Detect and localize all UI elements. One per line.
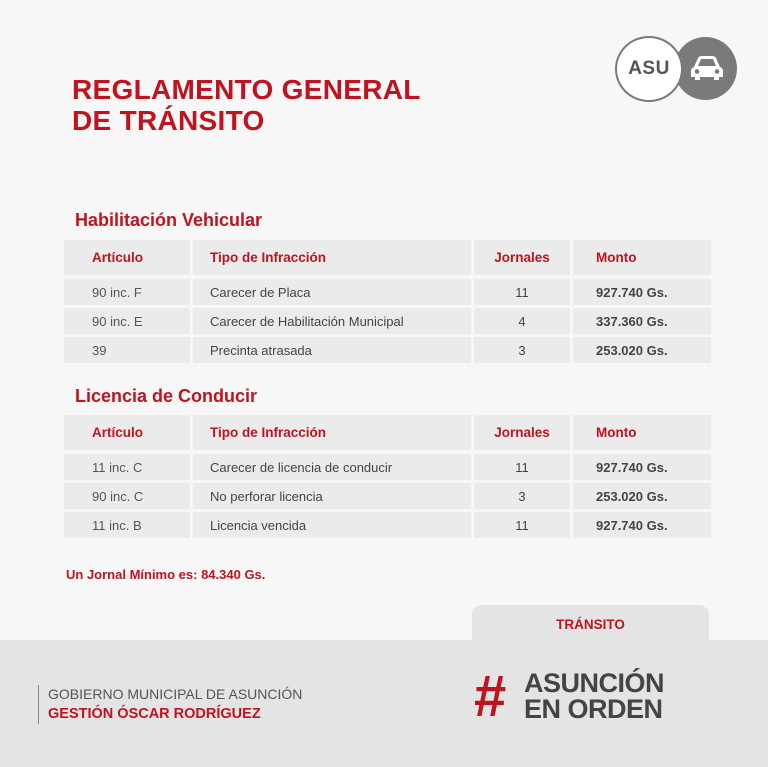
logo-text: ASU	[628, 58, 670, 79]
cell-articulo: 39	[64, 337, 190, 363]
cell-jornales: 3	[474, 483, 570, 509]
cell-monto: 927.740 Gs.	[573, 454, 711, 480]
government-credit	[38, 685, 302, 724]
logo-light-circle	[615, 36, 683, 102]
cell-jornales: 11	[474, 454, 570, 480]
table-row	[64, 512, 711, 538]
cell-tipo: No perforar licencia	[193, 483, 471, 509]
header-jornales: Jornales	[474, 240, 570, 275]
cell-jornales: 3	[474, 337, 570, 363]
cell-jornales: 11	[474, 512, 570, 538]
hashtag-icon: #	[474, 664, 507, 729]
cell-monto: 927.740 Gs.	[573, 279, 711, 305]
jornal-minimo-note: Un Jornal Mínimo es: 84.340 Gs.	[66, 567, 266, 582]
cell-articulo: 90 inc. C	[64, 483, 190, 509]
table-row	[64, 483, 711, 509]
title-line-1: REGLAMENTO GENERAL	[72, 74, 421, 105]
section-title-licencia: Licencia de Conducir	[75, 386, 258, 406]
table-row	[64, 308, 711, 334]
brand-line-1: ASUNCIÓN	[524, 668, 665, 698]
title-line-2: DE TRÁNSITO	[72, 105, 265, 136]
cell-monto: 253.020 Gs.	[573, 483, 711, 509]
gov-line-1: GOBIERNO MUNICIPAL DE ASUNCIÓN	[48, 686, 303, 702]
header-monto: Monto	[573, 240, 711, 275]
cell-tipo: Carecer de Placa	[193, 279, 471, 305]
table-header-row	[64, 240, 711, 275]
licencia-table	[64, 415, 711, 541]
page-title	[72, 74, 421, 136]
car-icon	[688, 53, 726, 83]
table-row	[64, 279, 711, 305]
tab-transito[interactable]: TRÁNSITO	[472, 605, 709, 643]
cell-articulo: 11 inc. C	[64, 454, 190, 480]
header-articulo: Artículo	[64, 240, 190, 275]
cell-monto: 337.360 Gs.	[573, 308, 711, 334]
cell-articulo: 90 inc. F	[64, 279, 190, 305]
cell-monto: 927.740 Gs.	[573, 512, 711, 538]
table-header-row	[64, 415, 711, 450]
header-tipo: Tipo de Infracción	[193, 240, 471, 275]
section-title-habilitacion: Habilitación Vehicular	[75, 210, 263, 230]
cell-jornales: 4	[474, 308, 570, 334]
brand-line-2: EN ORDEN	[524, 694, 663, 724]
cell-articulo: 11 inc. B	[64, 512, 190, 538]
cell-monto: 253.020 Gs.	[573, 337, 711, 363]
cell-articulo: 90 inc. E	[64, 308, 190, 334]
asuncion-en-orden-logo	[474, 664, 706, 729]
cell-tipo: Licencia vencida	[193, 512, 471, 538]
header-articulo: Artículo	[64, 415, 190, 450]
cell-tipo: Carecer de licencia de conducir	[193, 454, 471, 480]
cell-tipo: Precinta atrasada	[193, 337, 471, 363]
header-monto: Monto	[573, 415, 711, 450]
cell-jornales: 11	[474, 279, 570, 305]
asu-logo	[614, 35, 738, 103]
gov-line-2: GESTIÓN ÓSCAR RODRÍGUEZ	[48, 706, 261, 722]
table-row	[64, 454, 711, 480]
header-jornales: Jornales	[474, 415, 570, 450]
cell-tipo: Carecer de Habilitación Municipal	[193, 308, 471, 334]
header-tipo: Tipo de Infracción	[193, 415, 471, 450]
habilitacion-table	[64, 240, 711, 366]
table-row	[64, 337, 711, 363]
